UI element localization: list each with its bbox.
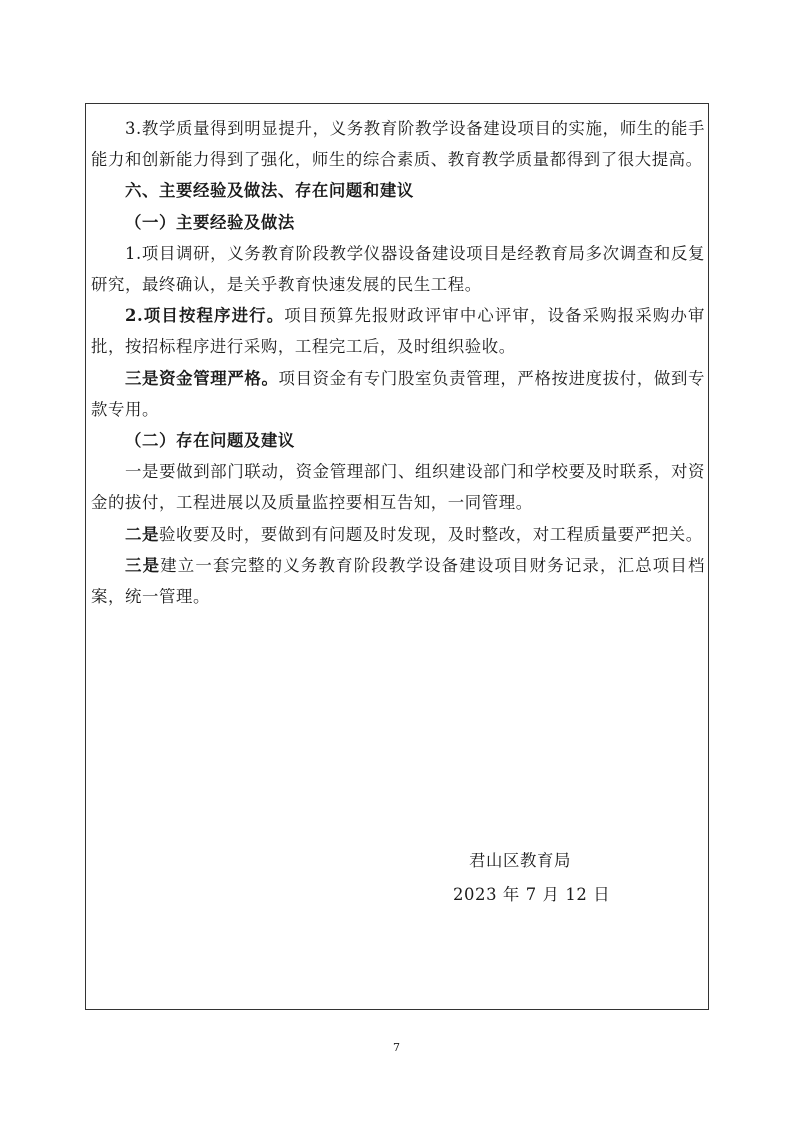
paragraph-lead: 三是资金管理严格。 xyxy=(125,368,279,388)
paragraph-lead: 二是 xyxy=(125,524,159,544)
paragraph-text: 建立一套完整的义务教育阶段教学设备建设项目财务记录，汇总项目档案，统一管理。 xyxy=(91,555,705,607)
paragraph-project-research: 1.项目调研，义务教育阶段教学仪器设备建设项目是经教育局多次调查和反复研究，最终确认，是关乎教育快速发展的民生工程。 xyxy=(91,243,705,295)
paragraph-lead: 三是 xyxy=(125,555,161,575)
signature-organization: 君山区教育局 xyxy=(469,851,571,870)
signature-date: 2023 年 7 月 12 日 xyxy=(453,885,611,904)
paragraph-teaching-quality: 3.教学质量得到明显提升，义务教育阶教学设备建设项目的实施，师生的能手能力和创新能力得到了强化，师生的综合素质、教育教学质量都得到了很大提高。 xyxy=(91,119,705,170)
paragraph-records xyxy=(91,550,705,612)
paragraph-procedure xyxy=(91,300,705,362)
subsection-heading-problems: （二）存在问题及建议 xyxy=(125,431,295,451)
paragraph-text: 项目预算先报财政评审中心评审，设备采购报采购办审批，按招标程序进行采购，工程完工后，及时组织验收。 xyxy=(91,306,705,357)
paragraph-fund-management xyxy=(91,363,705,425)
paragraph-text: 项目资金有专门股室负责管理，严格按进度拔付，做到专款专用。 xyxy=(91,368,705,419)
subsection-heading-experience: （一）主要经验及做法 xyxy=(125,212,295,232)
paragraph-lead: 2.项目按程序进行。 xyxy=(125,306,285,326)
page-number: 7 xyxy=(393,1041,400,1054)
paragraph-acceptance xyxy=(91,519,705,550)
document-body xyxy=(91,113,705,612)
section-heading-six: 六、主要经验及做法、存在问题和建议 xyxy=(125,181,414,201)
paragraph-department-linkage: 一是要做到部门联动，资金管理部门、组织建设部门和学校要及时联系，对资金的拔付，工程进展以及质量监控要相互告知，一同管理。 xyxy=(91,462,705,513)
paragraph-text: 验收要及时，要做到有问题及时发现，及时整改，对工程质量要严把关。 xyxy=(158,524,703,544)
